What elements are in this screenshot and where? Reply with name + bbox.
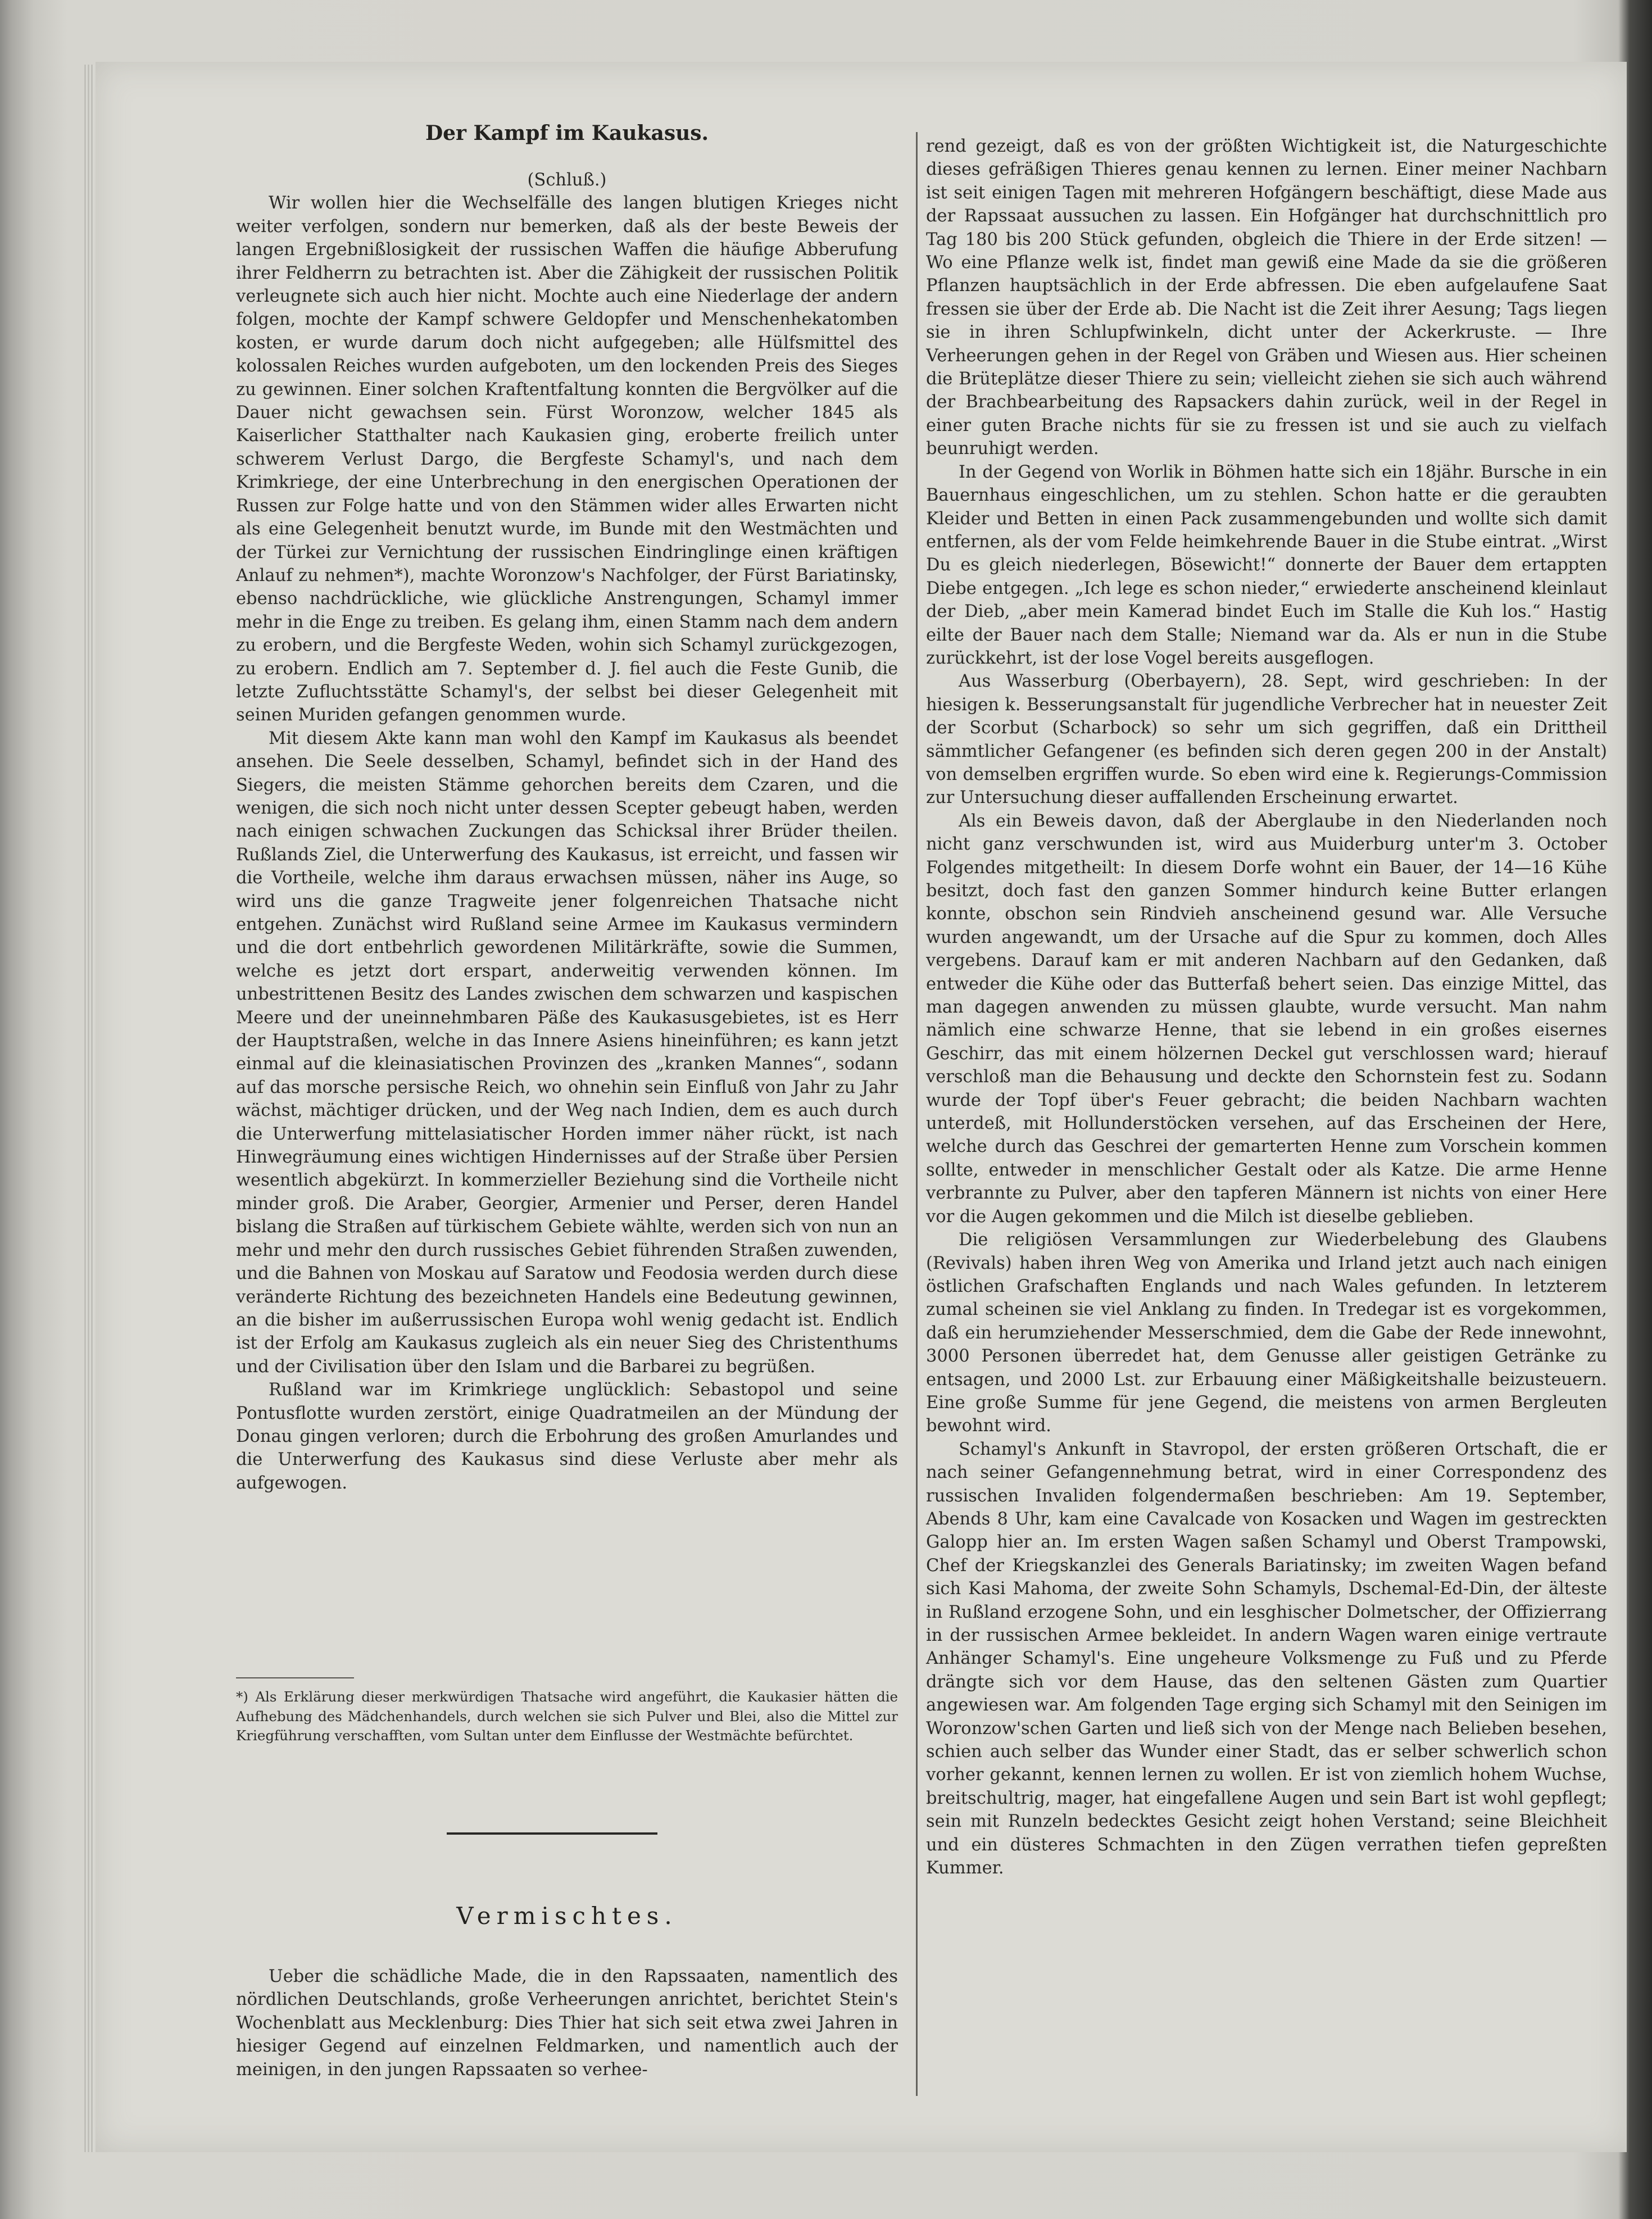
- news-paragraph: Als ein Beweis davon, daß der Aberglaube in den Niederlanden noch nicht ganz verschwunden ist, wird aus Muiderburg unter'm 3. October Folgendes mitgetheilt: In diesem Dorfe wohnt ein Bauer, der 14—16 Kühe besitzt, doch fast den ganzen Sommer hindurch keine Butter erlangen konnte, obschon sein Rindvieh anscheinend gesund war. Alle Versuche wurden angewandt, um der Ursache auf die Spur zu kommen, doch Alles vergebens. Darauf kam er mit anderen Nachbarn auf den Gedanken, daß entweder die Kühe oder das Butterfaß behert seien. Das einzige Mittel, das man dagegen anwenden zu müssen glaubte, wurde versucht. Man nahm nämlich eine schwarze Henne, that sie lebend in ein großes eisernes Geschirr, das mit einem hölzernen Deckel gut verschlossen ward; hierauf verschloß man die Behausung und deckte den Schornstein fest zu. Sodann wurde der Topf über's Feuer gebracht; die beiden Nachbarn wachten unterdeß, mit Hollunderstöcken versehen, auf das Erscheinen der Here, welche durch das Geschrei der gemarterten Henne zum Vorschein kommen sollte, entweder in menschlicher Gestalt oder als Katze. Die arme Henne verbrannte zu Pulver, aber den tapferen Männern ist nichts von einer Here vor die Augen gekommen und die Milch ist dieselbe geblieben.: [926, 811, 1607, 1227]
- article-footnote: *) Als Erklärung dieser merkwürdigen Thatsache wird angeführt, die Kaukasier hätten die Aufhebung des Mädchenhandels, durch welchen sie sich Pulver und Blei, also die Mittel zur Kriegführung verschafften, vom Sultan unter dem Einflusse der Westmächte befürchtet.: [236, 1689, 898, 1744]
- section-column: [236, 1965, 898, 2081]
- article-paragraph: Mit diesem Akte kann man wohl den Kampf im Kaukasus als beendet ansehen. Die Seele desselben, Schamyl, befindet sich in der Hand des Siegers, die meisten Stämme gehorchen bereits dem Czaren, und die wenigen, die sich noch nicht unter dessen Scepter gebeugt haben, werden nach einigen schwachen Zuckungen das Schicksal ihrer Brüder theilen. Rußlands Ziel, die Unterwerfung des Kaukasus, ist erreicht, und fassen wir die Vortheile, welche ihm daraus erwachsen müssen, näher ins Auge, so wird uns die ganze Tragweite jener folgenreichen Thatsache nicht entgehen. Zunächst wird Rußland seine Armee im Kaukasus vermindern und die dort entbehrlich gewordenen Militärkräfte, sowie die Summen, welche es jetzt dort erspart, anderweitig verwenden können. Im unbestrittenen Besitz des Landes zwischen dem schwarzen und kaspischen Meere und der uneinnehmbaren Päße des Kaukasusgebietes, ist es Herr der Hauptstraßen, welche in das Innere Asiens hineinführen; es kann jetzt einmal auf die kleinasiatischen Provinzen des „kranken Mannes“, sodann auf das morsche persische Reich, wo ohnehin sein Einfluß von Jahr zu Jahr wächst, mächtiger drücken, und der Weg nach Indien, dem es auch durch die Unterwerfung mittelasiatischer Horden immer näher rückt, ist nach Hinwegräumung eines wichtigen Hindernisses auf der Straße über Persien wesentlich abgekürzt. In kommerzieller Beziehung sind die Vortheile nicht minder groß. Die Araber, Georgier, Armenier und Perser, deren Handel bislang die Straßen auf türkischem Gebiete wählte, werden sich von nun an mehr und mehr den durch russisches Gebiet führenden Straßen zuwenden, und die Bahnen von Moskau auf Saratow und Feodosia werden durch diese veränderte Richtung des bezeichneten Handels eine Bedeutung gewinnen, an die bisher im außerrussischen Europa wohl wenig gedacht ist. Endlich ist der Erfolg am Kaukasus zugleich als ein neuer Sieg des Christenthums und der Civilisation über den Islam und die Barbarei zu begrüßen.: [236, 728, 898, 1377]
- left-column-article: [236, 169, 898, 1495]
- footnote-divider: [236, 1677, 354, 1678]
- news-paragraph: Die religiösen Versammlungen zur Wiederbelebung des Glaubens (Revivals) haben ihren Weg von Amerika und Irland jetzt auch nach einigen östlichen Grafschaften Englands und nach Wales gefunden. In letzterem zumal scheinen sie viel Anklang zu finden. In Tredegar ist es vorgekommen, daß ein herumziehender Messerschmied, dem die Gabe der Rede innewohnt, 3000 Personen überredet hat, dem Genusse aller geistigen Getränke zu entsagen, und 2000 Lst. zur Erbauung einer Mäßigkeitshalle beizusteuern. Eine große Summe für jene Gegend, die meistens von armen Bergleuten bewohnt wird.: [926, 1230, 1607, 1436]
- section-paragraph: Ueber die schädliche Made, die in den Rapssaaten, namentlich des nördlichen Deutschlands, große Verheerungen anrichtet, berichtet Stein's Wochenblatt aus Mecklenburg: Dies Thier hat sich seit etwa zwei Jahren in hiesiger Gegend auf einzelnen Feldmarken, und namentlich auch der meinigen, in den jungen Rapssaaten so verhee-: [236, 1967, 898, 2080]
- news-paragraph: Aus Wasserburg (Oberbayern), 28. Sept, wird geschrieben: In der hiesigen k. Besserungsanstalt für jugendliche Verbrecher hat in neuester Zeit der Scorbut (Scharbock) so sehr um sich gegriffen, daß ein Drittheil sämmtlicher Gefangener (es befinden sich deren gegen 200 in der Anstalt) von demselben ergriffen wurde. So eben wird eine k. Regierungs-Commission zur Untersuchung dieser auffallenden Erscheinung erwartet.: [926, 671, 1607, 808]
- article-title: Der Kampf im Kaukasus.: [425, 121, 709, 145]
- article-paragraph: Wir wollen hier die Wechselfälle des langen blutigen Krieges nicht weiter verfolgen, sondern nur bemerken, daß als der beste Beweis der langen Ergebnißlosigkeit der russischen Waffen die häufige Abberufung ihrer Feldherrn zu betrachten ist. Aber die Zähigkeit der russischen Politik verleugnete sich auch hier nicht. Mochte auch eine Niederlage der andern folgen, mochte der Kampf schwere Geldopfer und Menschenhekatomben kosten, er wurde darum doch nicht aufgegeben; alle Hülfsmittel des kolossalen Reiches wurden aufgeboten, um den lockenden Preis des Sieges zu gewinnen. Einer solchen Kraftentfaltung konnten die Bergvölker auf die Dauer nicht gewachsen sein. Fürst Woronzow, welcher 1845 als Kaiserlicher Statthalter nach Kaukasien ging, eroberte freilich unter schwerem Verlust Dargo, die Bergfeste Schamyl's, und nach dem Krimkriege, der eine Unterbrechung in den energischen Operationen der Russen zur Folge hatte und von den Stämmen wider alles Erwarten nicht als eine Gelegenheit benutzt wurde, im Bunde mit den Westmächten und der Türkei zur Vernichtung der russischen Eindringlinge einen kräftigen Anlauf zu nehmen*), machte Woronzow's Nachfolger, der Fürst Bariatinsky, ebenso nachdrückliche, wie glückliche Anstrengungen, Schamyl immer mehr in die Enge zu treiben. Es gelang ihm, einen Stamm nach dem andern zu erobern, und die Bergfeste Weden, wohin sich Schamyl zurückgezogen, zu erobern. Endlich am 7. September d. J. fiel auch die Feste Gunib, die letzte Zufluchtsstätte Schamyl's, der selbst bei dieser Gelegenheit mit seinen Muriden gefangen genommen wurde.: [236, 193, 898, 725]
- book-page-edges: [84, 65, 94, 2152]
- article-subtitle: (Schluß.): [527, 170, 607, 190]
- article-paragraph: Rußland war im Krimkriege unglücklich: Sebastopol und seine Pontusflotte wurden zerstört, einige Quadratmeilen an der Mündung der Donau gingen verloren; durch die Erbohrung des großen Amurlandes und die Unterwerfung des Kaukasus sind diese Verluste aber mehr als aufgewogen.: [236, 1380, 898, 1493]
- right-column-miscellany: [926, 135, 1607, 1880]
- continued-paragraph: rend gezeigt, daß es von der größten Wichtigkeit ist, die Naturgeschichte dieses gefräßigen Thieres genau kennen zu lernen. Einer meiner Nachbarn ist seit einigen Tagen mit mehreren Hofgängern beschäftigt, diese Made aus der Rapssaat aussuchen zu lassen. Ein Hofgänger hat durchschnittlich pro Tag 180 bis 200 Stück gefunden, obgleich die Thiere in der Erde sitzen! — Wo eine Pflanze welk ist, findet man gewiß eine Made da sie die größeren Pflanzen hauptsächlich in der Erde abfressen. Die eben aufgelaufene Saat fressen sie über der Erde ab. Die Nacht ist die Zeit ihrer Aesung; Tags liegen sie in ihren Schlupfwinkeln, dicht unter der Ackerkruste. — Ihre Verheerungen gehen in der Regel von Gräben und Wiesen aus. Hier scheinen die Brüteplätze dieser Thiere zu sein; vielleicht ziehen sie sich auch während der Brachbearbeitung des Rapsackers dahin zurück, weil in der Regel in einer guten Brache nichts für sie zu fressen ist und sie auch zu vielfach beunruhigt werden.: [926, 137, 1607, 459]
- news-paragraph: In der Gegend von Worlik in Böhmen hatte sich ein 18jähr. Bursche in ein Bauernhaus eingeschlichen, um zu stehlen. Schon hatte er die geraubten Kleider und Betten in einen Pack zusammengebunden und wollte sich damit entfernen, als der vom Felde heimkehrende Bauer in die Stube eintrat. „Wirst Du es gleich niederlegen, Bösewicht!“ donnerte der Bauer dem ertappten Diebe entgegen. „Ich lege es schon nieder,“ erwiederte anscheinend kleinlaut der Dieb, „aber mein Kamerad bindet Euch im Stalle die Kuh los.“ Hastig eilte der Bauer nach dem Stalle; Niemand war da. Als er nun in die Stube zurückkehrt, ist der lose Vogel bereits ausgeflogen.: [926, 462, 1607, 668]
- news-paragraph: Schamyl's Ankunft in Stavropol, der ersten größeren Ortschaft, die er nach seiner Gefangennehmung betrat, wird in einer Correspondenz des russischen Invaliden folgendermaßen beschrieben: Am 19. September, Abends 8 Uhr, kam eine Cavalcade von Kosacken und Wagen im gestreckten Galopp hier an. Im ersten Wagen saßen Schamyl und Oberst Trampowski, Chef der Kriegskanzlei des Generals Bariatinsky; im zweiten Wagen befand sich Kasi Mahoma, der zweite Sohn Schamyls, Dschemal-Ed-Din, der älteste in Rußland erzogene Sohn, und ein lesghischer Dolmetscher, der Offizierrang in der russischen Armee bekleidet. In andern Wagen waren einige vertraute Anhänger Schamyl's. Eine ungeheure Volksmenge zu Fuß und zu Pferde drängte sich vor dem Hause, das den seltenen Gästen zum Quartier angewiesen war. Am folgenden Tage erging sich Schamyl mit den Seinigen im Woronzow'schen Garten und ließ sich von der Menge nach Belieben besehen, schien auch selber das Wunder einer Stadt, das er selber schwerlich schon vorher gekannt, kennen lernen zu wollen. Er ist von ziemlich hohem Wuchse, breitschultrig, mager, hat eingefallene Augen und sein Bart ist wohl gepflegt; sein mit Runzeln bedecktes Gesicht zeigt hohen Verstand; seine Bleichheit und ein düsteres Schmachten in den Zügen verrathen tiefen gepreßten Kummer.: [926, 1439, 1607, 1878]
- column-divider: [916, 132, 918, 2096]
- section-title: Vermischtes.: [456, 1902, 678, 1930]
- section-separator: [447, 1832, 657, 1835]
